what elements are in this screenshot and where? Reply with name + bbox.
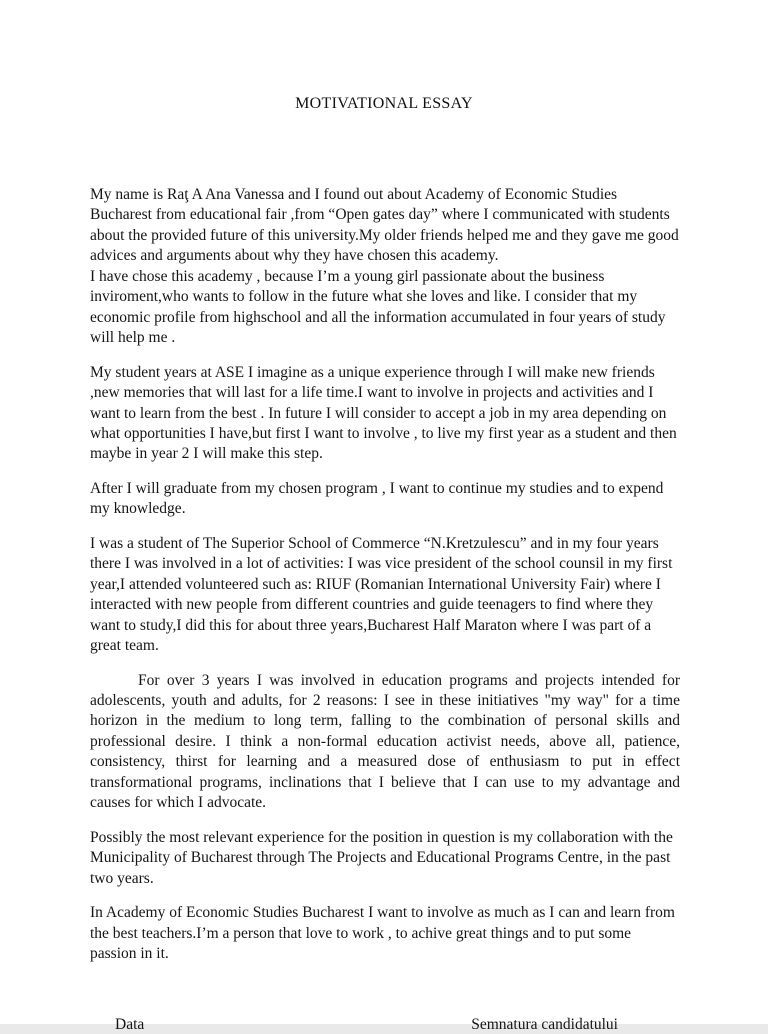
essay-paragraph-municipality-collaboration: Possibly the most relevant experience for the position in question is my collaboration with the Municipality of Bucharest through The Projects and Educational Programs Centre, in the past two years.	[90, 828, 673, 887]
date-label: Data	[115, 1016, 145, 1034]
essay-paragraph-student-years: My student years at ASE I imagine as a unique experience through I will make new friends ,new memories that will last for a life time.I want to involve in projects and activities and I want to learn from the best . In future I will consider to accept a job in my area depending on what opportunities I have,but first I want to involve , to live my first year as a student and then maybe in year 2 I will make this step.	[90, 363, 677, 463]
essay-paragraph-education-programs: For over 3 years I was involved in education programs and projects intended for adolescents, youth and adults, for 2 reasons: I see in these initiatives "my way" for a time horizon in the medium to long term, falling to the combination of personal skills and professional desire. I think a non-formal education activist needs, above all, patience, consistency, thirst for learning and a measured dose of enthusiasm to put in effect transformational programs, inclinations that I believe that I can use to my advantage and causes for which I advocate.	[90, 671, 680, 812]
signature-row	[90, 1016, 680, 1034]
essay-paragraph-closing: In Academy of Economic Studies Bucharest I want to involve as much as I can and learn from the best teachers.I’m a person that love to work , to achive great things and to put some passion in it.	[90, 904, 675, 962]
essay-paragraph-after-graduation: After I will graduate from my chosen program , I want to continue my studies and to expend my knowledge.	[90, 479, 664, 518]
essay-paragraph-intro: My name is Raţ A Ana Vanessa and I found out about Academy of Economic Studies Bucharest from educational fair ,from “Open gates day” where I communicated with students about the provided future of this university.My older friends helped me and they gave me good advices and arguments about why they have chosen this academy.	[90, 186, 679, 265]
signature-label: Semnatura candidatului	[471, 1016, 618, 1034]
essay-title: MOTIVATIONAL ESSAY	[295, 95, 473, 112]
essay-paragraph-highschool-activities: I was a student of The Superior School of Commerce “N.Kretzulescu” and in my four years there I was involved in a lot of activities: I was vice president of the school counsil in my first year,I attended volunteered such as: RIUF (Romanian International University Fair) where I interacted with new people from different countries and guide teenagers to find where they want to study,I did this for about three years,Bucharest Half Maraton where I was part of a great team.	[90, 534, 673, 655]
essay-body	[90, 185, 680, 964]
essay-paragraph-why-academy: I have chose this academy , because I’m a young girl passionate about the business inviroment,who wants to follow in the future what she loves and like. I consider that my economic profile from highschool and all the information accumulated in four years of study will help me .	[90, 267, 666, 347]
